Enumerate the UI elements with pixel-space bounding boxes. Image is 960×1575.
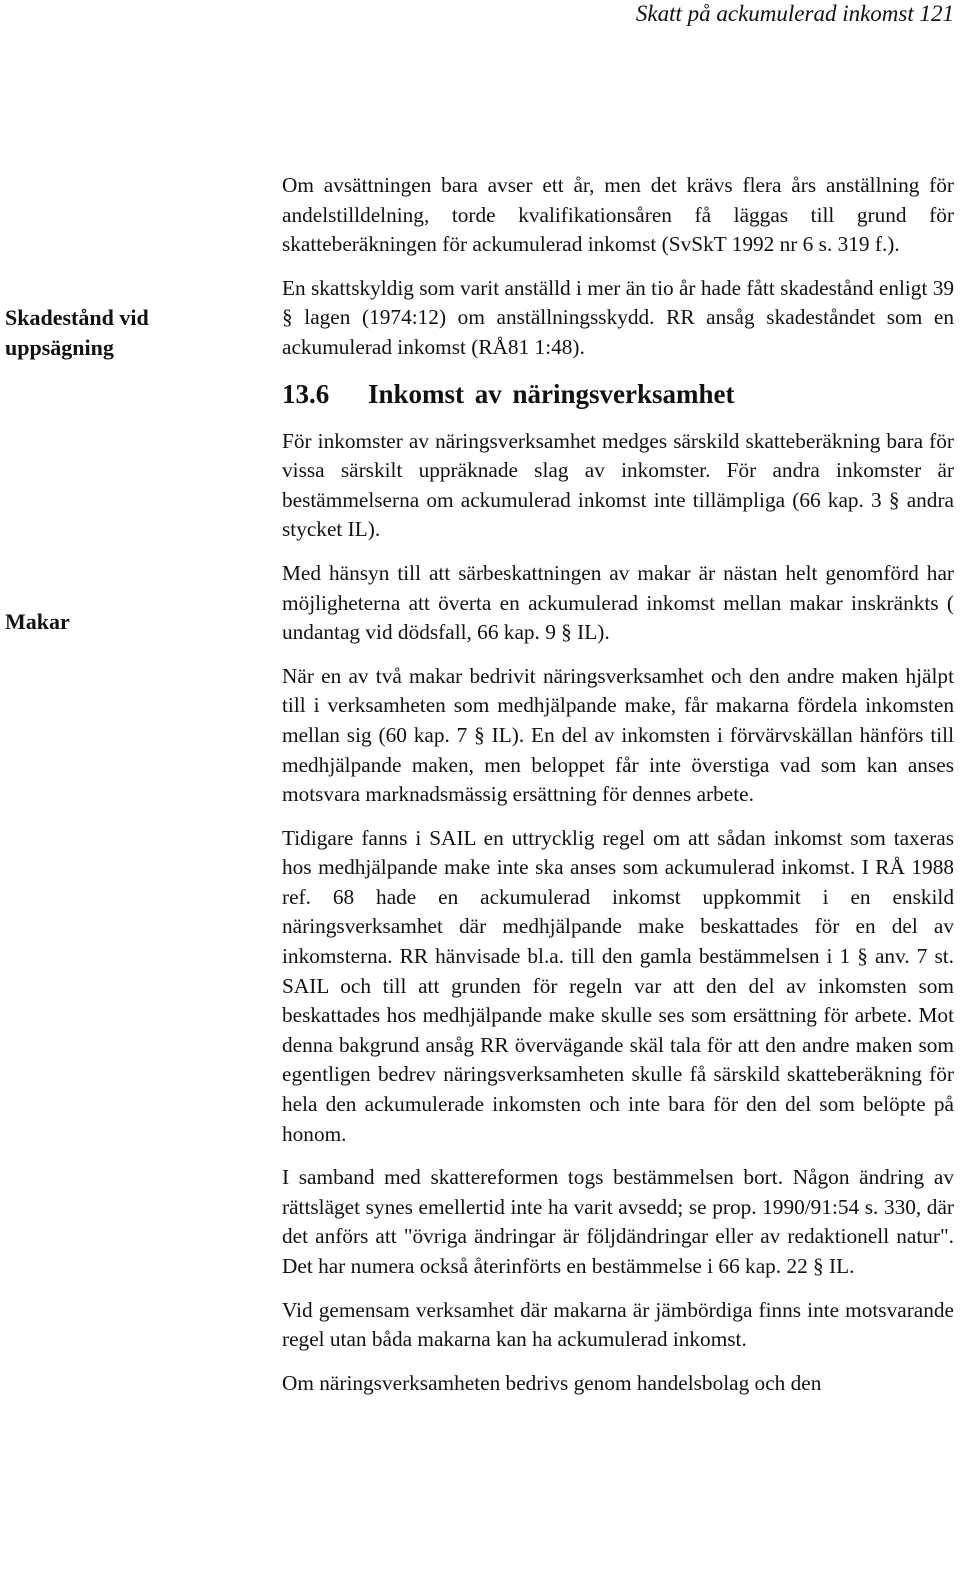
margin-note-skadestand: Skadestånd vid uppsägning — [5, 305, 149, 360]
section-title: Inkomst av näringsverksamhet — [368, 378, 735, 409]
paragraph-3: För inkomster av näringsverksamhet medges särskild skatteberäkning bara för vissa särskilt uppräknade slag av inkomster. För andra inkomster är bestämmelserna om ackumulerad inkomst inte tillämpliga (66 kap. 3 § andra stycket IL). — [282, 428, 954, 542]
paragraph-8: Vid gemensam verksamhet där makarna är jämbördiga finns inte motsvarande regel utan båda makarna kan ha ackumulerad inkomst. — [282, 1297, 954, 1352]
paragraph-7: I samband med skattereformen togs bestämmelsen bort. Någon ändring av rättsläget synes emellertid inte ha varit avsedd; se prop. 1990/91:54 s. 330, där det anförs att "övriga ändringar är följdändringar eller av redaktionell natur". Det har numera också återinförts en bestämmelse i 66 kap. 22 § IL. — [282, 1165, 954, 1278]
paragraph-9: Om näringsverksamheten bedrivs genom handelsbolag och den — [282, 1370, 822, 1395]
main-text-column — [282, 171, 954, 1412]
paragraph-5: När en av två makar bedrivit näringsverksamhet och den andre maken hjälpt till i verksamheten som medhjälpande make, får makarna fördela inkomsten mellan sig (60 kap. 7 § IL). En del av inkomsten i förvärvskällan hänförs till medhjälpande maken, men beloppet får inte överstiga vad som kan anses motsvara marknadsmässig ersättning för dennes arbete. — [282, 663, 954, 807]
paragraph-2: En skattskyldig som varit anställd i mer än tio år hade fått skadestånd enligt 39 § lagen (1974:12) om anställningsskydd. RR ansåg skadeståndet som en ackumulerad inkomst (RÅ81 1:48). — [282, 275, 954, 359]
section-heading — [282, 377, 954, 411]
paragraph-1: Om avsättningen bara avser ett år, men det krävs flera års anställning för andelstilldelning, torde kvalifikationsåren få läggas till grund för skatteberäkningen för ackumulerad inkomst (SvSkT 1992 nr 6 s. 319 f.). — [282, 173, 954, 257]
running-header: Skatt på ackumulerad inkomst 121 — [635, 1, 954, 26]
paragraph-4: Med hänsyn till att särbeskattningen av makar är nästan helt genomförd har möjligheterna att överta en ackumulerad inkomst mellan makar inskränkts ( undantag vid dödsfall, 66 kap. 9 § IL). — [282, 560, 954, 645]
paragraph-6: Tidigare fanns i SAIL en uttrycklig regel om att sådan inkomst som taxeras hos medhjälpande make inte ska anses som ackumulerad inkomst. I RÅ 1988 ref. 68 hade en ackumulerad inkomst uppkommit i en enskild näringsverksamhet där medhjälpande make beskattades för en del av inkomsterna. RR hänvisade bl.a. till den gamla bestämmelsen i 1 § anv. 7 st. SAIL och till att grunden för regeln var att den del av inkomsten som beskattades hos medhjälpande make skulle ses som ersättning för arbete. Mot denna bakgrund ansåg RR övervägande skäl tala för att den andre maken som egentligen bedrev näringsverksamheten skulle få särskild skatteberäkning för hela den ackumulerade inkomsten och inte bara för den del som belöpte på honom. — [282, 825, 954, 1146]
section-number: 13.6 — [282, 378, 330, 409]
margin-note-makar: Makar — [5, 609, 70, 634]
